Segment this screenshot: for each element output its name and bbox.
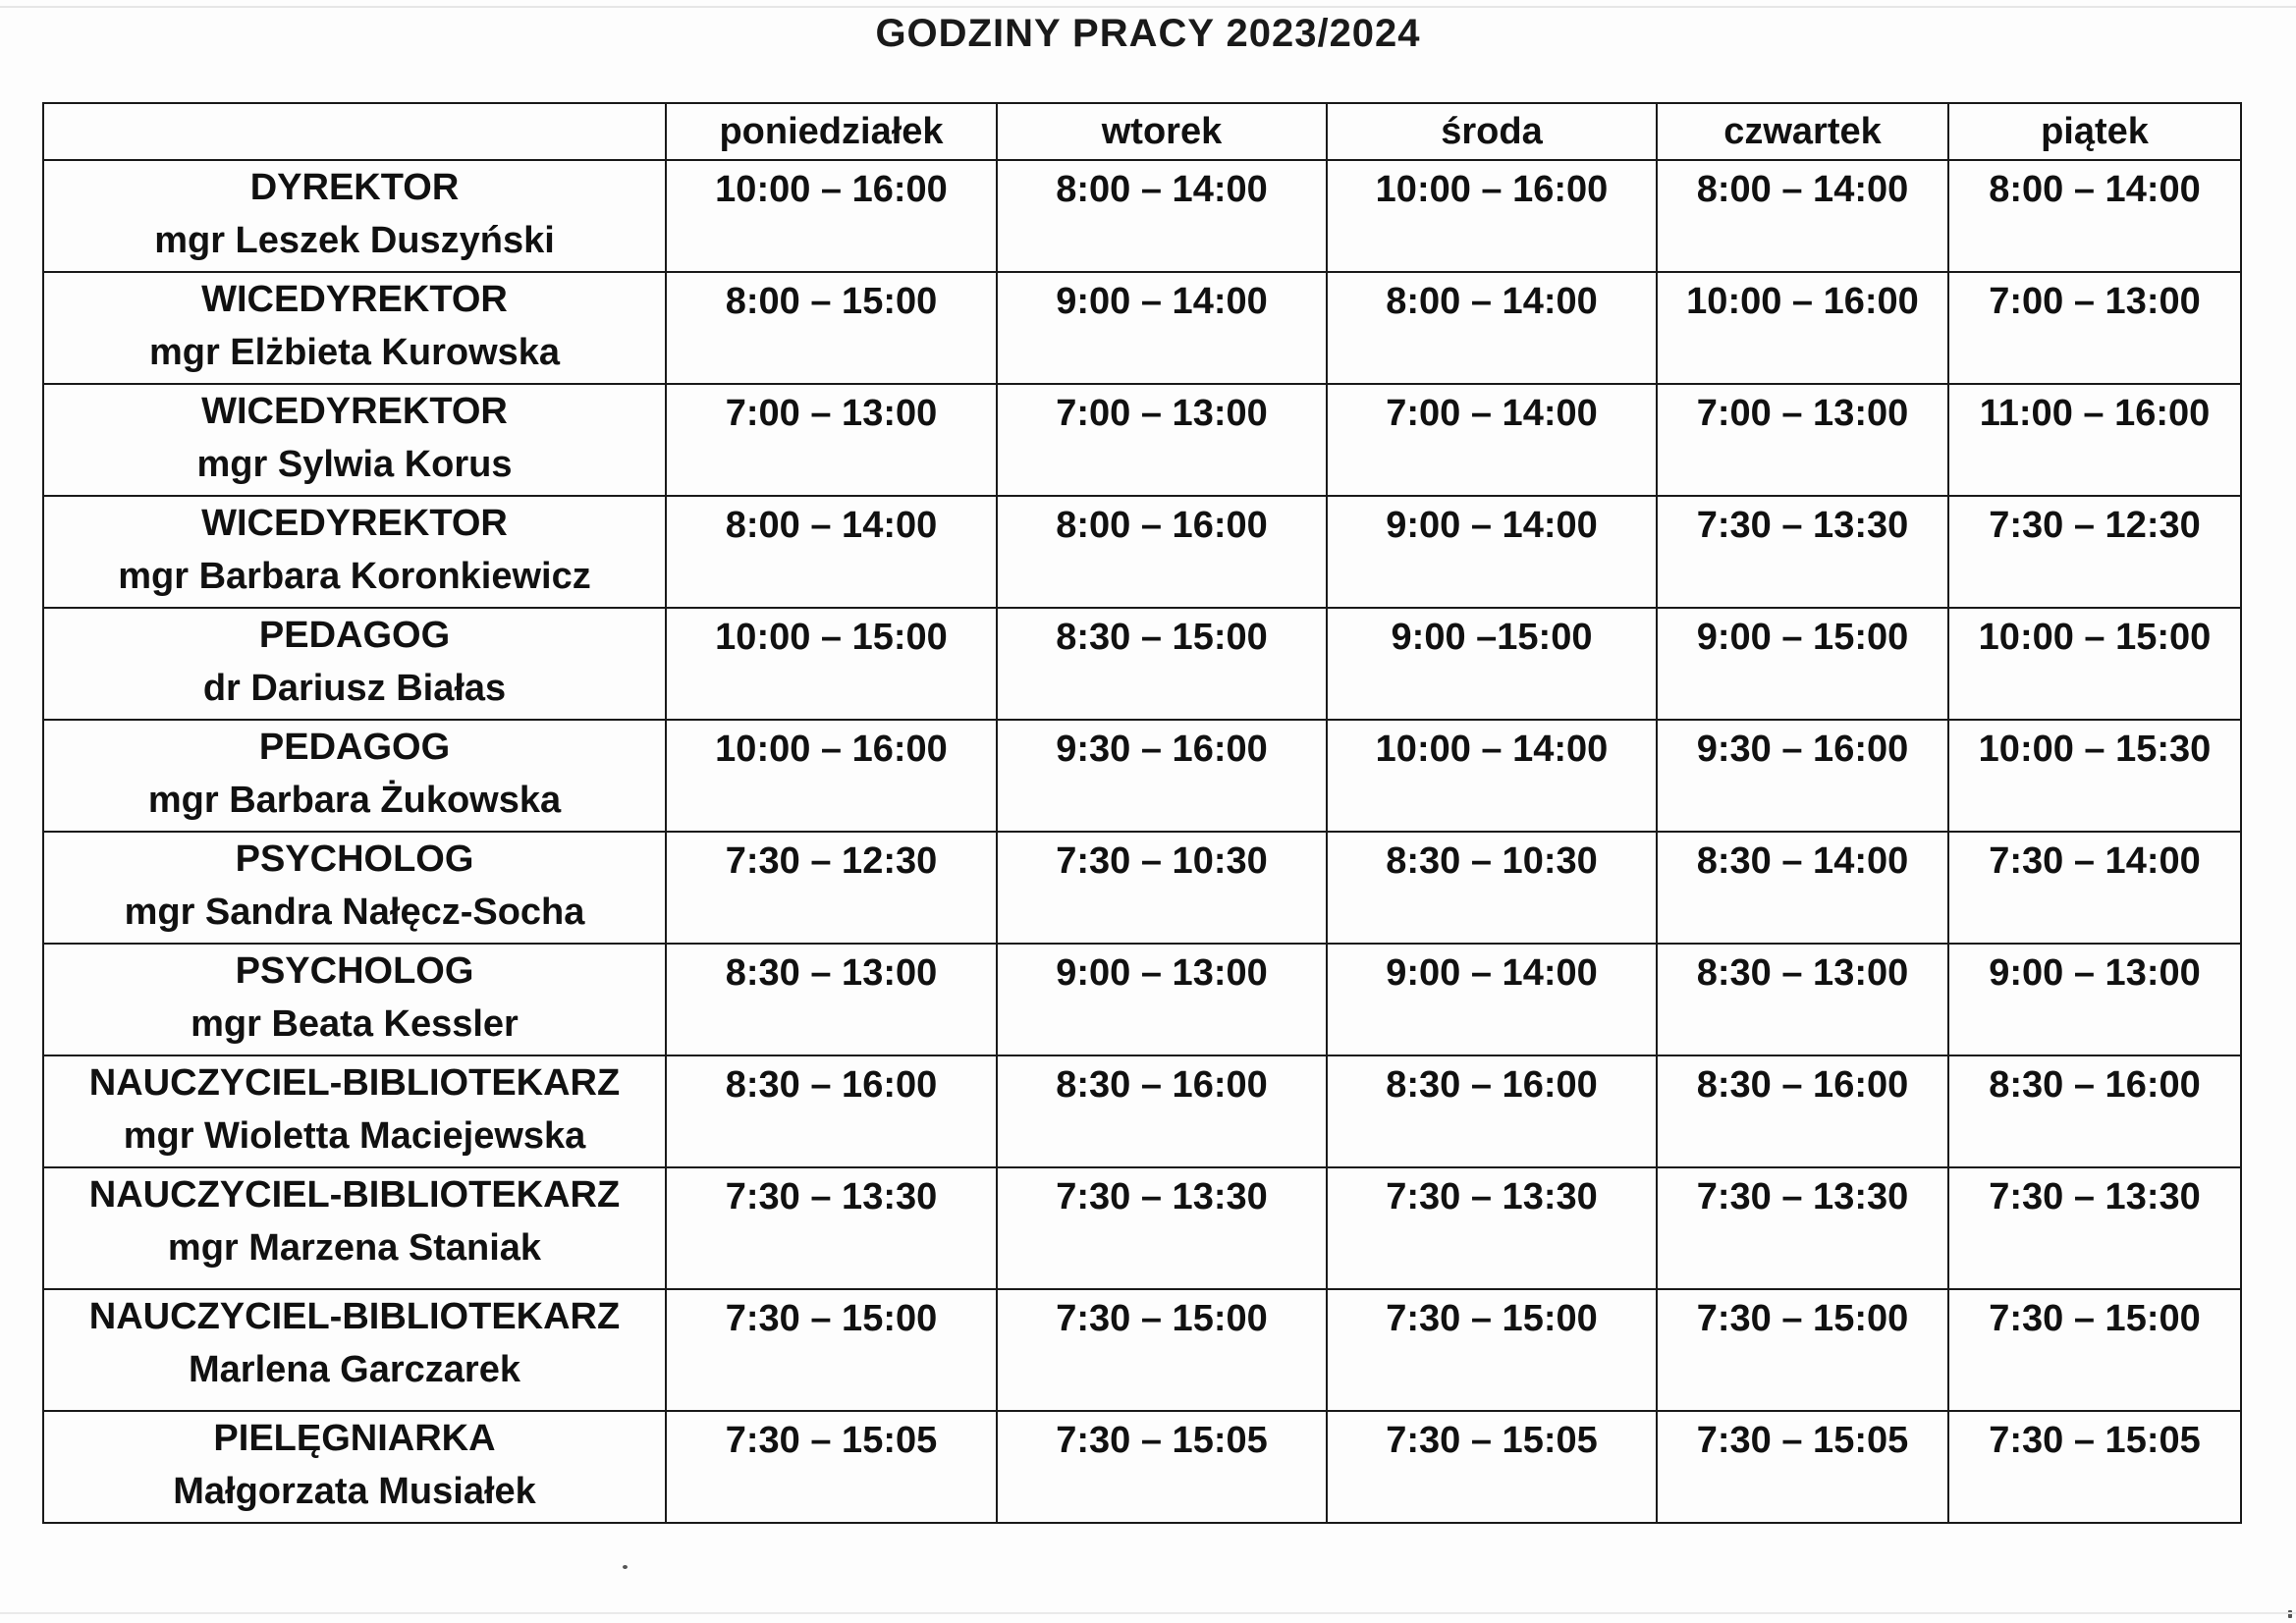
hours-cell: 9:00 – 15:00 (1657, 608, 1948, 720)
staff-cell (43, 384, 666, 496)
staff-name: mgr Marzena Staniak (167, 1227, 542, 1269)
table-row (43, 272, 2241, 384)
staff-cell (43, 1289, 666, 1411)
staff-cell (43, 1055, 666, 1167)
staff-name: mgr Barbara Żukowska (147, 780, 562, 821)
page-edge-top (0, 6, 2296, 8)
staff-cell (43, 272, 666, 384)
staff-role: DYREKTOR (249, 167, 460, 208)
staff-name: mgr Elżbieta Kurowska (148, 332, 561, 373)
hours-cell: 10:00 – 16:00 (1327, 160, 1657, 272)
hours-cell: 8:00 – 14:00 (1657, 160, 1948, 272)
hours-cell: 9:00 – 14:00 (1327, 496, 1657, 608)
hours-cell: 9:30 – 16:00 (997, 720, 1327, 832)
staff-cell (43, 832, 666, 944)
day-header-wednesday: środa (1327, 103, 1657, 160)
hours-cell: 7:00 – 14:00 (1327, 384, 1657, 496)
table-row (43, 1055, 2241, 1167)
staff-name: mgr Sylwia Korus (196, 444, 513, 485)
staff-role: PSYCHOLOG (235, 950, 474, 992)
staff-role: WICEDYREKTOR (201, 279, 508, 320)
staff-name: mgr Barbara Koronkiewicz (118, 556, 591, 597)
hours-cell: 7:30 – 13:30 (1948, 1167, 2241, 1289)
hours-cell: 7:30 – 13:30 (1657, 1167, 1948, 1289)
table-row (43, 1411, 2241, 1523)
hours-cell: 10:00 – 15:30 (1948, 720, 2241, 832)
staff-role: WICEDYREKTOR (201, 391, 508, 432)
hours-cell: 7:30 – 12:30 (666, 832, 997, 944)
hours-cell: 8:30 – 16:00 (666, 1055, 997, 1167)
day-header-tuesday: wtorek (997, 103, 1327, 160)
hours-cell: 7:30 – 15:05 (1657, 1411, 1948, 1523)
day-header-friday: piątek (1948, 103, 2241, 160)
staff-cell (43, 944, 666, 1055)
hours-cell: 9:00 –15:00 (1327, 608, 1657, 720)
hours-cell: 8:30 – 16:00 (1657, 1055, 1948, 1167)
staff-name: Marlena Garczarek (189, 1349, 520, 1390)
hours-cell: 8:30 – 15:00 (997, 608, 1327, 720)
staff-name: mgr Wioletta Maciejewska (123, 1115, 586, 1157)
table-row (43, 832, 2241, 944)
day-header-monday: poniedziałek (666, 103, 997, 160)
hours-cell: 7:00 – 13:00 (997, 384, 1327, 496)
hours-cell: 7:30 – 15:00 (666, 1289, 997, 1411)
table-row (43, 1289, 2241, 1411)
hours-cell: 8:30 – 13:00 (666, 944, 997, 1055)
hours-cell: 8:30 – 13:00 (1657, 944, 1948, 1055)
hours-cell: 10:00 – 15:00 (666, 608, 997, 720)
hours-cell: 9:00 – 13:00 (997, 944, 1327, 1055)
scan-speck (623, 1565, 628, 1569)
hours-cell: 11:00 – 16:00 (1948, 384, 2241, 496)
header-row (43, 103, 2241, 160)
hours-cell: 7:30 – 14:00 (1948, 832, 2241, 944)
staff-cell (43, 720, 666, 832)
staff-cell (43, 1411, 666, 1523)
hours-cell: 9:30 – 16:00 (1657, 720, 1948, 832)
staff-role: PSYCHOLOG (235, 839, 474, 880)
hours-cell: 9:00 – 13:00 (1948, 944, 2241, 1055)
staff-name: mgr Beata Kessler (191, 1003, 519, 1045)
table-row (43, 160, 2241, 272)
hours-cell: 8:30 – 14:00 (1657, 832, 1948, 944)
header-corner-cell (43, 103, 666, 160)
table-row (43, 720, 2241, 832)
staff-role: PEDAGOG (258, 727, 451, 768)
hours-cell: 10:00 – 16:00 (666, 160, 997, 272)
hours-cell: 10:00 – 16:00 (1657, 272, 1948, 384)
page-edge-bottom (0, 1612, 2296, 1614)
hours-cell: 9:00 – 14:00 (1327, 944, 1657, 1055)
hours-cell: 7:30 – 15:00 (1327, 1289, 1657, 1411)
hours-cell: 7:30 – 15:05 (1327, 1411, 1657, 1523)
hours-cell: 7:30 – 13:30 (1657, 496, 1948, 608)
table-row (43, 608, 2241, 720)
hours-cell: 7:30 – 15:05 (666, 1411, 997, 1523)
page-title: GODZINY PRACY 2023/2024 (875, 12, 1421, 55)
hours-cell: 8:00 – 16:00 (997, 496, 1327, 608)
staff-name: mgr Leszek Duszyński (154, 220, 555, 261)
hours-cell: 7:30 – 12:30 (1948, 496, 2241, 608)
staff-cell (43, 608, 666, 720)
table-row (43, 944, 2241, 1055)
hours-cell: 7:30 – 15:05 (1948, 1411, 2241, 1523)
hours-cell: 10:00 – 16:00 (666, 720, 997, 832)
hours-cell: 8:30 – 16:00 (1327, 1055, 1657, 1167)
hours-cell: 7:30 – 10:30 (997, 832, 1327, 944)
day-header-thursday: czwartek (1657, 103, 1948, 160)
hours-cell: 8:00 – 14:00 (1327, 272, 1657, 384)
hours-cell: 7:30 – 15:00 (1948, 1289, 2241, 1411)
hours-cell: 7:30 – 13:30 (1327, 1167, 1657, 1289)
hours-cell: 8:00 – 15:00 (666, 272, 997, 384)
schedule-table (42, 102, 2242, 1524)
staff-name: Małgorzata Musiałek (173, 1471, 536, 1512)
staff-cell (43, 160, 666, 272)
hours-cell: 8:00 – 14:00 (997, 160, 1327, 272)
hours-cell: 7:00 – 13:00 (1657, 384, 1948, 496)
staff-role: NAUCZYCIEL-BIBLIOTEKARZ (88, 1174, 621, 1216)
staff-role: PIELĘGNIARKA (213, 1418, 496, 1459)
hours-cell: 7:00 – 13:00 (1948, 272, 2241, 384)
hours-cell: 10:00 – 14:00 (1327, 720, 1657, 832)
staff-role: WICEDYREKTOR (201, 503, 508, 544)
staff-cell (43, 496, 666, 608)
staff-name: mgr Sandra Nałęcz-Socha (124, 892, 585, 933)
hours-cell: 7:30 – 15:05 (997, 1411, 1327, 1523)
hours-cell: 7:30 – 15:00 (1657, 1289, 1948, 1411)
staff-role: PEDAGOG (258, 615, 451, 656)
hours-cell: 8:30 – 16:00 (997, 1055, 1327, 1167)
table-row (43, 496, 2241, 608)
staff-cell (43, 1167, 666, 1289)
staff-name: dr Dariusz Białas (202, 668, 507, 709)
hours-cell: 7:30 – 13:30 (666, 1167, 997, 1289)
staff-role: NAUCZYCIEL-BIBLIOTEKARZ (88, 1296, 621, 1337)
hours-cell: 9:00 – 14:00 (997, 272, 1327, 384)
hours-cell: 10:00 – 15:00 (1948, 608, 2241, 720)
hours-cell: 7:00 – 13:00 (666, 384, 997, 496)
table-row (43, 1167, 2241, 1289)
hours-cell: 8:00 – 14:00 (666, 496, 997, 608)
staff-role: NAUCZYCIEL-BIBLIOTEKARZ (88, 1062, 621, 1104)
hours-cell: 7:30 – 15:00 (997, 1289, 1327, 1411)
hours-cell: 8:00 – 14:00 (1948, 160, 2241, 272)
hours-cell: 8:30 – 10:30 (1327, 832, 1657, 944)
table-row (43, 384, 2241, 496)
hours-cell: 8:30 – 16:00 (1948, 1055, 2241, 1167)
hours-cell: 7:30 – 13:30 (997, 1167, 1327, 1289)
